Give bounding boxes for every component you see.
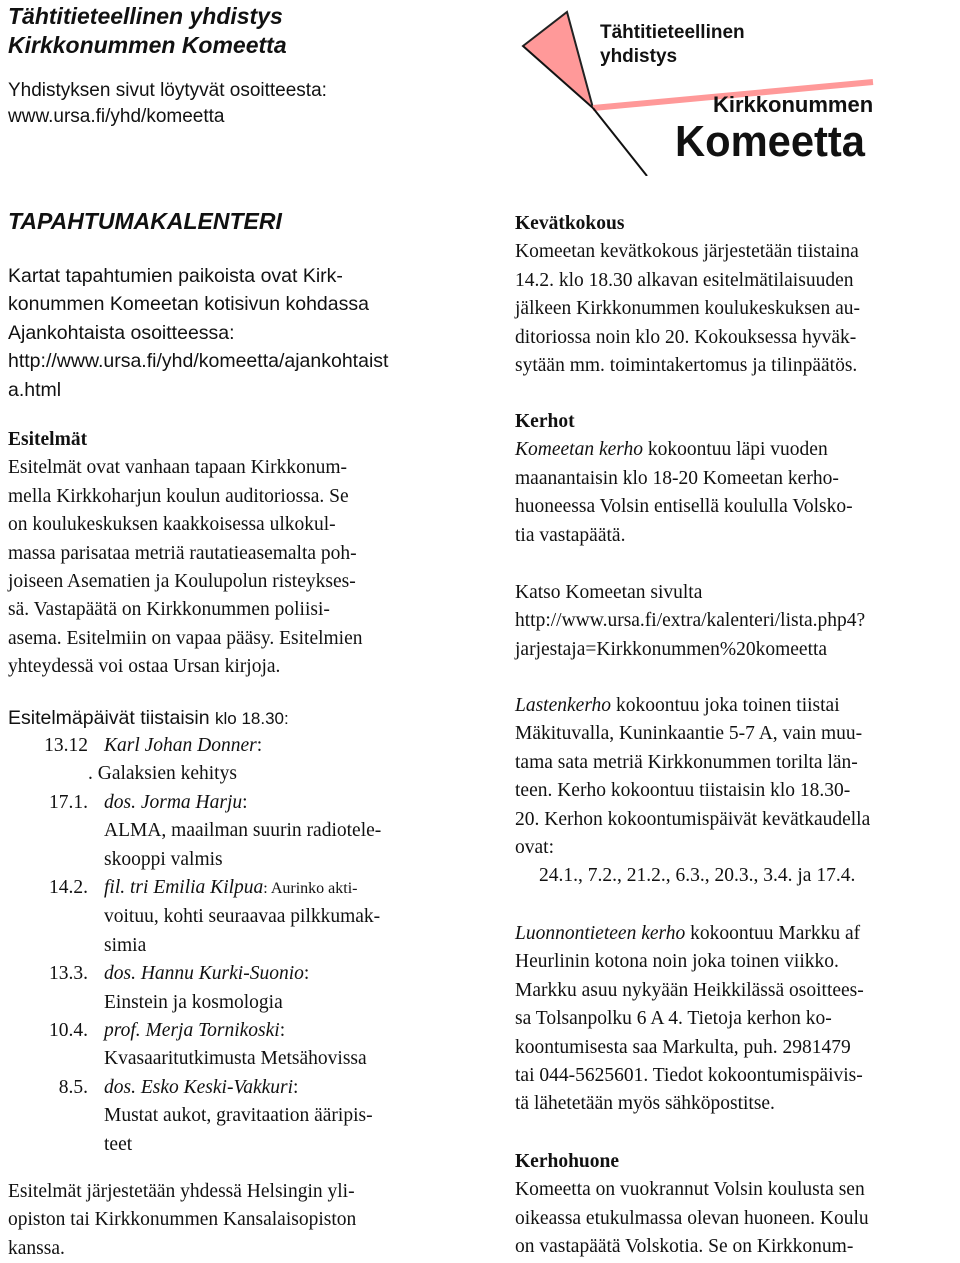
kerho-rest: kokoontuu läpi vuoden <box>643 439 828 461</box>
maps-line: Ajankohtaista osoitteessa: <box>8 321 235 344</box>
talk-topic-line: teet <box>104 1133 133 1155</box>
kerhot-section <box>515 408 960 550</box>
comet-tail <box>523 12 593 108</box>
talk-topic-line: Mustat aukot, gravitaation ääripis- <box>104 1105 373 1127</box>
esitelmat-line: asema. Esitelmiin on vapaa pääsy. Esitelmien <box>8 627 363 649</box>
kerhohuone-line: on vastapäätä Volskotia. Se on Kirkkonum- <box>515 1236 854 1258</box>
talk-row <box>8 789 478 874</box>
talk-row <box>8 874 478 960</box>
talk-speaker: Hannu Kurki-Suonio <box>140 963 304 985</box>
esitelmat-line: mella Kirkkoharjun koulun auditoriossa. Se <box>8 485 349 507</box>
maps-url-line[interactable]: http://www.ursa.fi/yhd/komeetta/ajankohtaist <box>8 350 389 373</box>
maps-line: konummen Komeetan kotisivun kohdassa <box>8 293 369 316</box>
talk-topic-line: ALMA, maailman suurin radiotele- <box>104 820 382 842</box>
talk-body <box>88 732 478 789</box>
talk-speaker: tri Emilia Kilpua <box>130 877 264 899</box>
esitelmat-heading: Esitelmät <box>8 429 88 450</box>
katso-paragraph <box>515 579 960 664</box>
luonto-line: Heurlinin kotona noin joka toinen viikko. <box>515 951 839 973</box>
talk-speaker-line <box>104 789 478 817</box>
talk-date <box>8 732 88 789</box>
talk-row <box>8 1074 478 1159</box>
kevat-line: Komeetan kevätkokous järjestetään tiistaina <box>515 241 859 263</box>
talk-speaker-title: dos. <box>104 1076 136 1098</box>
talk-date <box>8 960 88 1017</box>
talk-topic-line: simia <box>104 934 147 956</box>
katso-line: Katso Komeetan sivulta <box>515 582 703 603</box>
talk-date <box>8 789 88 874</box>
talk-row <box>8 732 478 789</box>
lasten-rest: kokoontuu joka toinen tiistai <box>611 695 840 716</box>
talk-body <box>88 960 478 1017</box>
talk-list <box>8 732 478 1159</box>
talk-date <box>8 1017 88 1074</box>
kevat-line: sytään mm. toimintakertomus ja tilinpäätös. <box>515 355 858 377</box>
kerho-line: tia vastapäätä. <box>515 524 626 546</box>
luonto-name: Luonnontieteen kerho <box>515 923 686 944</box>
talk-speaker-suffix: : Aurinko akti- <box>263 880 358 898</box>
closing-line: kanssa. <box>8 1237 65 1259</box>
luonto-line: tai 044-5625601. Tiedot kokoontumispäivis- <box>515 1065 863 1087</box>
logo-text-mid: Kirkkonummen <box>713 92 874 117</box>
kevatkokous-section <box>515 210 960 380</box>
talk-speaker-suffix: : <box>303 963 310 985</box>
esitelmat-line: Esitelmät ovat vanhaan tapaan Kirkkonum- <box>8 457 347 479</box>
kerho-first-line <box>515 436 960 464</box>
luonto-line: koontumisesta saa Markulta, puh. 2981479 <box>515 1036 851 1058</box>
esitelmat-line: joiseen Asematien ja Koulupolun risteykses- <box>8 571 356 593</box>
katso-url-line[interactable]: http://www.ursa.fi/extra/kalenteri/lista.php4? <box>515 610 866 632</box>
kerhohuone-section <box>515 1148 960 1262</box>
talk-row <box>8 960 478 1017</box>
title-line-2: Kirkkonummen Komeetta <box>8 32 287 58</box>
title-line-1: Tähtitieteellinen yhdistys <box>8 3 283 29</box>
talk-date-text: 8.5. <box>58 1076 88 1098</box>
talk-row <box>8 1017 478 1074</box>
lasten-line: Mäkituvalla, Kuninkaantie 5-7 A, vain muu- <box>515 723 863 745</box>
logo-text-top-1: Tähtitieteellinen <box>600 22 745 43</box>
talk-topic-line: Kvasaaritutkimusta Metsähovissa <box>104 1048 367 1070</box>
talk-speaker: Jorma Harju <box>140 791 243 813</box>
luonto-line: Markku asuu nykyään Heikkilässä osoittees- <box>515 979 864 1001</box>
talk-speaker-line <box>104 732 478 760</box>
talk-speaker-line <box>104 960 478 988</box>
logo-text-big: Komeetta <box>675 117 866 166</box>
lastenkerho-paragraph <box>515 692 960 891</box>
luonto-line: tä lähetetään myös sähköpostitse. <box>515 1093 775 1115</box>
talk-speaker-title: dos. <box>104 791 136 813</box>
site-address <box>8 78 327 130</box>
maps-line: Kartat tapahtumien paikoista ovat Kirk- <box>8 265 343 287</box>
closing-line: opiston tai Kirkkonummen Kansalaisopiston <box>8 1209 357 1231</box>
kerhohuone-heading: Kerhohuone <box>515 1151 620 1172</box>
kerhohuone-line: Komeetta on vuokrannut Volsin koulusta sen <box>515 1179 865 1201</box>
maps-url-line[interactable]: a.html <box>8 378 62 401</box>
talk-topic-line: Einstein ja kosmologia <box>104 991 283 1013</box>
talk-date-text: 13.3. <box>49 963 88 985</box>
talk-speaker: Esko Keski-Vakkuri <box>140 1076 294 1098</box>
kevat-line: ditoriossa noin klo 20. Kokouksessa hyväk- <box>515 326 857 348</box>
esitelmat-line: sä. Vastapäätä on Kirkkonummen poliisi- <box>8 599 330 621</box>
esitelmat-line: on koulukeskuksen kaakkoisessa ulkokul- <box>8 514 336 536</box>
talk-speaker-suffix: : <box>242 791 248 813</box>
kevat-line: 14.2. klo 18.30 alkavan esitelmätilaisuuden <box>515 269 854 291</box>
comet-axis-line <box>593 108 647 176</box>
esitelmat-line: massa parisataa metriä rautatieasemalta poh- <box>8 542 357 564</box>
site-intro: Yhdistyksen sivut löytyvät osoitteesta: <box>8 80 327 101</box>
page-title <box>8 2 287 60</box>
kerhohuone-line: oikeassa etukulmassa olevan huoneen. Koulu <box>515 1207 869 1229</box>
talk-topic-line: voituu, kohti seuraavaa pilkkumak- <box>104 906 381 928</box>
lasten-line: 20. Kerhon kokoontumispäivät kevätkaudella <box>515 808 871 830</box>
talk-body <box>88 1074 478 1159</box>
talk-speaker-line <box>104 874 478 903</box>
luonto-first-line <box>515 920 960 948</box>
talk-body <box>88 789 478 874</box>
logo-text-top-2: yhdistys <box>600 46 678 67</box>
lasten-line: tama sata metriä Kirkkonummen torilta län- <box>515 751 858 773</box>
luonto-rest: kokoontuu Markku af <box>685 923 861 944</box>
talk-speaker-line <box>104 1074 478 1102</box>
closing-line: Esitelmät järjestetään yhdessä Helsingin yli- <box>8 1181 355 1202</box>
calendar-heading: TAPAHTUMAKALENTERI <box>8 208 282 234</box>
kevat-line: jälkeen Kirkkonummen koulukeskuksen au- <box>515 298 860 320</box>
luonnontieteen-paragraph <box>515 920 960 1119</box>
talk-body <box>88 874 478 960</box>
lasten-first-line <box>515 692 960 720</box>
talk-date-text: 10.4. <box>49 1020 88 1042</box>
luonto-line: sa Tolsanpolku 6 A 4. Tietoja kerhon ko- <box>515 1008 832 1030</box>
kerho-name: Komeetan kerho <box>515 439 643 461</box>
talk-speaker-title: fil. <box>104 877 126 899</box>
closing-paragraph <box>8 1178 478 1263</box>
talk-topic-line: skooppi valmis <box>104 848 223 870</box>
talk-speaker-suffix: : <box>256 735 263 756</box>
esitelmat-section <box>8 426 478 682</box>
dates-intro <box>8 704 478 733</box>
katso-url-line[interactable]: jarjestaja=Kirkkonummen%20komeetta <box>515 638 828 660</box>
kerhot-heading: Kerhot <box>515 411 575 432</box>
talk-date-text: 13.12 <box>44 735 88 756</box>
kerho-line: maanantaisin klo 18-20 Komeetan kerho- <box>515 467 839 489</box>
esitelmat-line: yhteydessä voi ostaa Ursan kirjoja. <box>8 656 281 678</box>
talk-speaker-line <box>104 1017 478 1045</box>
komeetta-logo <box>505 4 875 176</box>
dates-intro-text: Esitelmäpäivät tiistaisin <box>8 707 210 729</box>
talk-speaker-suffix: : <box>279 1020 286 1042</box>
talk-speaker-title: prof. <box>104 1020 141 1042</box>
maps-paragraph <box>8 262 478 404</box>
dates-time: klo 18.30: <box>215 709 289 728</box>
talk-speaker-title: dos. <box>104 963 136 985</box>
kerho-line: huoneessa Volsin entisellä koululla Volsko- <box>515 496 853 518</box>
talk-date <box>8 1074 88 1159</box>
talk-date <box>8 874 88 960</box>
talk-body <box>88 1017 478 1074</box>
lasten-line: ovat: <box>515 837 554 859</box>
talk-date-text: 17.1. <box>49 791 88 813</box>
talk-speaker-suffix: : <box>293 1076 299 1098</box>
kevatkokous-heading: Kevätkokous <box>515 213 625 234</box>
lasten-line: teen. Kerho kokoontuu tiistaisin klo 18.30- <box>515 780 851 802</box>
lasten-name: Lastenkerho <box>515 695 612 716</box>
talk-speaker: Karl Johan Donner <box>104 735 257 756</box>
talk-speaker: Merja Tornikoski <box>145 1020 280 1042</box>
talk-date-text: 14.2. <box>49 877 88 899</box>
talk-topic-line: . Galaksien kehitys <box>88 763 237 785</box>
lasten-dates: 24.1., 7.2., 21.2., 6.3., 20.3., 3.4. ja 17.4. <box>539 865 856 887</box>
site-url[interactable]: www.ursa.fi/yhd/komeetta <box>8 106 225 127</box>
